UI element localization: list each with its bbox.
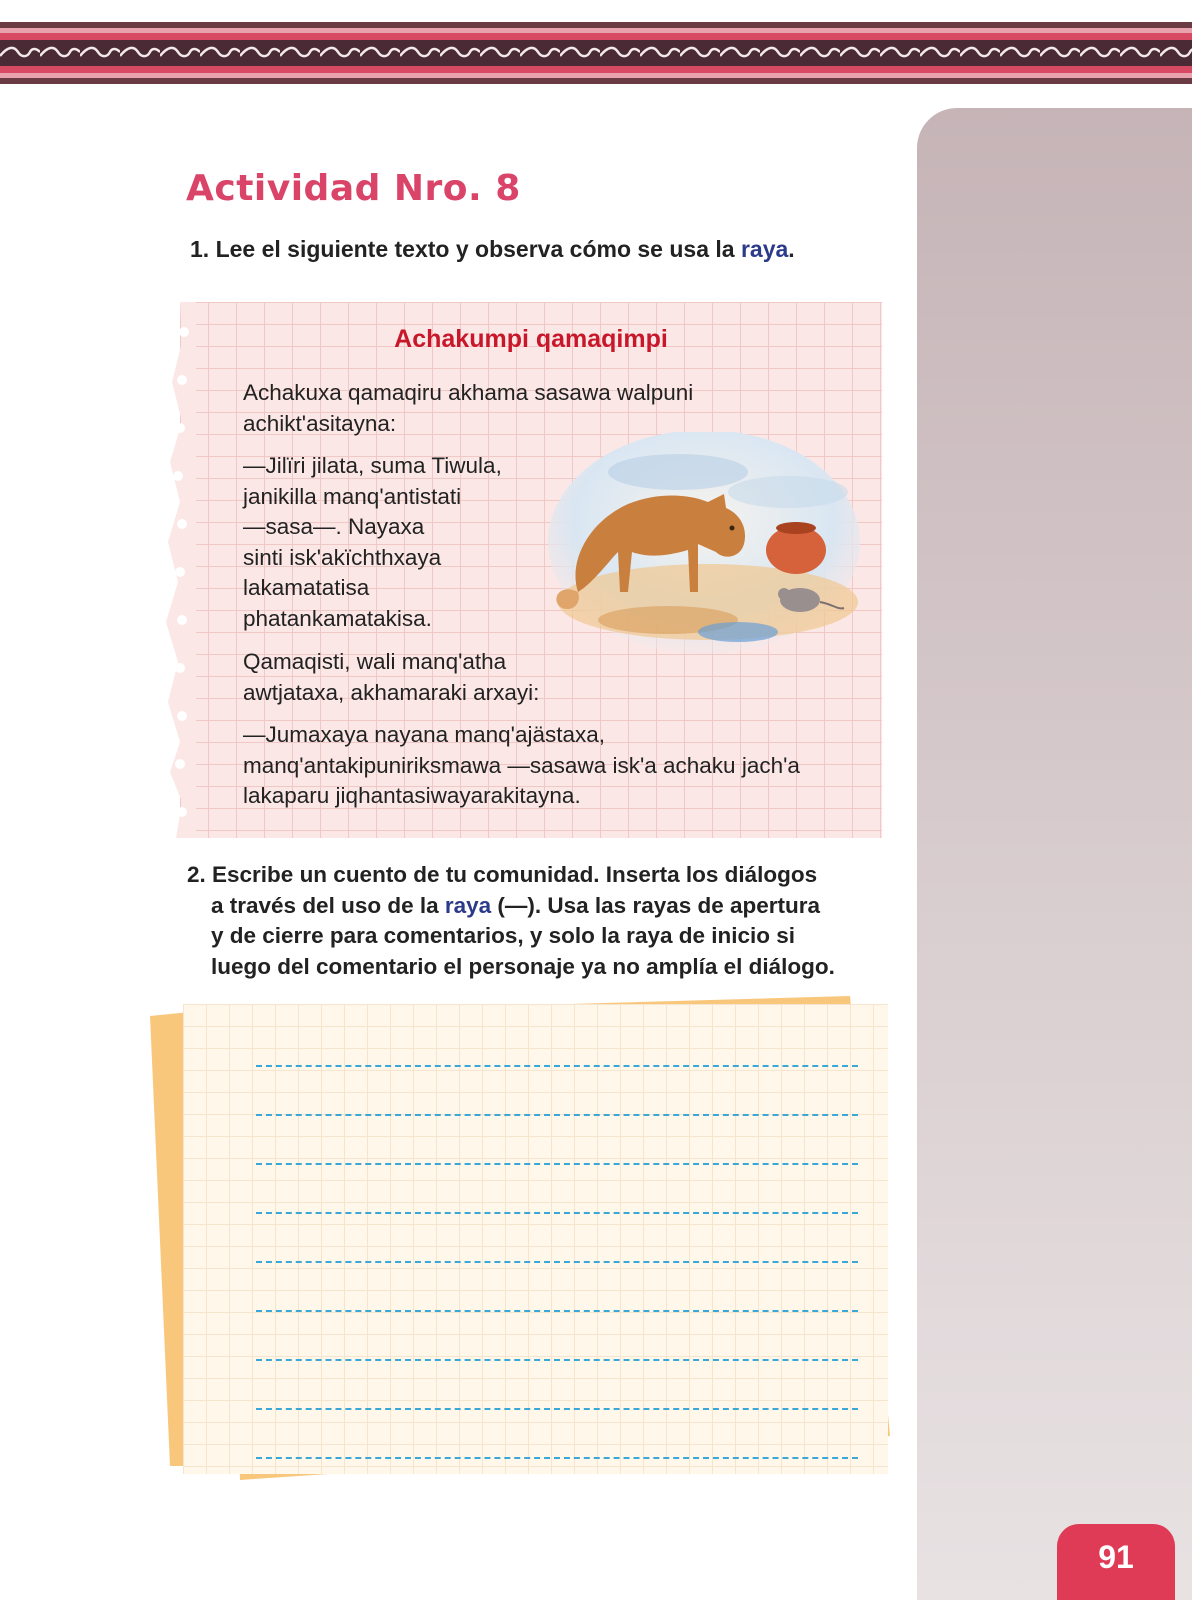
- writing-line[interactable]: [256, 1408, 858, 1410]
- story-line: manq'antakipuniriksmawa —sasawa isk'a achaku jach'a: [243, 752, 800, 778]
- writing-line[interactable]: [256, 1212, 858, 1214]
- question-1-highlight: raya: [740, 236, 789, 262]
- story-line: lakamatatisa: [243, 575, 370, 600]
- question-2-line: [187, 921, 881, 952]
- question-2-text: a través del uso de la: [211, 892, 445, 918]
- story-line: janikilla manq'antistati: [243, 483, 462, 509]
- wave-pattern-icon: [0, 40, 1192, 66]
- activity-title: Actividad Nro. 8: [186, 168, 521, 209]
- question-2-highlight: raya: [444, 892, 492, 918]
- story-paragraph-4: [243, 720, 800, 812]
- fox-and-mouse-illustration: [548, 432, 860, 658]
- question-2-text: 2. Escribe un cuento de tu comunidad. Inserta los diálogos: [187, 862, 818, 887]
- writing-line[interactable]: [256, 1457, 858, 1459]
- writing-line[interactable]: [256, 1065, 858, 1067]
- writing-line[interactable]: [256, 1114, 858, 1116]
- story-line: Qamaqisti, wali manq'atha: [243, 649, 507, 674]
- question-2: [187, 860, 881, 982]
- story-line: lakaparu jiqhantasiwayarakitayna.: [243, 783, 581, 808]
- writing-line[interactable]: [256, 1163, 858, 1165]
- writing-area[interactable]: [183, 1004, 888, 1474]
- question-1-end: .: [788, 236, 795, 262]
- writing-line[interactable]: [256, 1261, 858, 1263]
- question-2-text: luego del comentario el personaje ya no amplía el diálogo.: [211, 953, 835, 979]
- story-line: —Jilïri jilata, suma Tiwula,: [243, 453, 502, 478]
- torn-paper-edge: [162, 302, 196, 838]
- question-2-text: (—). Usa las rayas de apertura: [491, 892, 821, 918]
- question-2-line: [187, 952, 881, 983]
- story-line: Achakuxa qamaqiru akhama sasawa walpuni: [243, 380, 694, 405]
- question-2-line: [187, 860, 881, 891]
- story-line: sinti isk'akïchthxaya: [243, 544, 442, 570]
- side-panel: [917, 108, 1192, 1600]
- story-paragraph-1: [243, 378, 693, 439]
- story-line: phatankamatakisa.: [243, 605, 432, 631]
- decorative-top-band: [0, 22, 1192, 84]
- story-line: achikt'asitayna:: [243, 410, 397, 436]
- question-1-text: 1. Lee el siguiente texto y observa cómo se usa la: [190, 236, 741, 262]
- question-2-line: [187, 891, 881, 922]
- writing-line[interactable]: [256, 1310, 858, 1312]
- story-line: awtjataxa, akhamaraki arxayi:: [243, 679, 540, 705]
- story-paragraph-2: [243, 451, 502, 634]
- writing-line[interactable]: [256, 1359, 858, 1361]
- story-line: —sasa—. Nayaxa: [243, 514, 425, 539]
- story-paragraph-3: [243, 647, 539, 708]
- story-line: —Jumaxaya nayana manq'ajästaxa,: [243, 722, 605, 747]
- page-number: 91: [1057, 1524, 1175, 1600]
- question-2-text: y de cierre para comentarios, y solo la raya de inicio si: [211, 923, 796, 948]
- story-title: Achakumpi qamaqimpi: [394, 325, 668, 353]
- question-1: [190, 236, 795, 263]
